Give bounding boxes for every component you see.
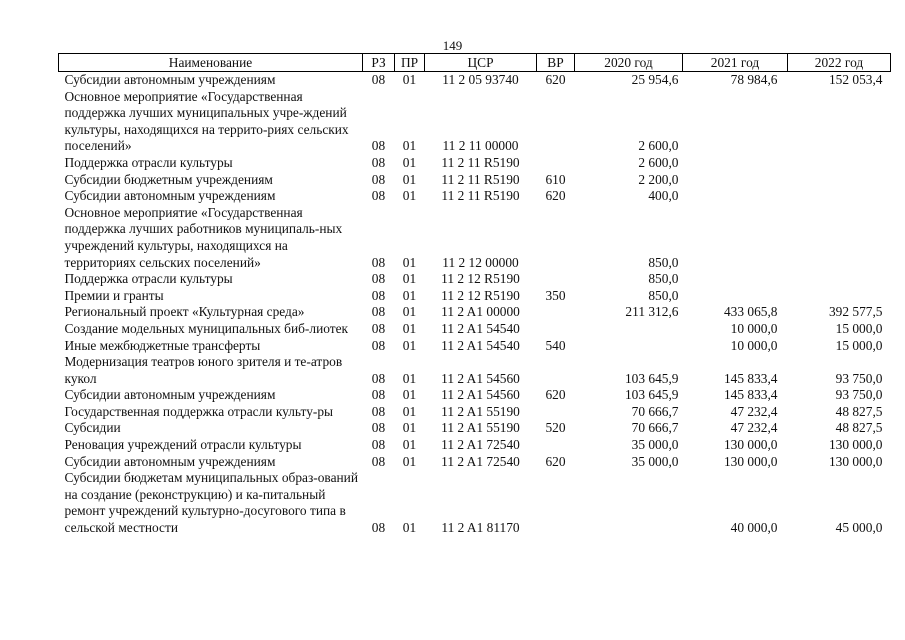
row-value-2021 [683,89,788,155]
row-value-2021: 78 984,6 [730,72,778,87]
row-pr: 01 [402,437,417,453]
row-name: Создание модельных муниципальных биб-лиотек [64,320,349,336]
table-row [59,404,891,421]
row-value-2020: 2 600,0 [638,138,679,154]
row-value-2021: 47 232,4 [730,403,778,419]
table-row [59,288,891,305]
row-value-2020: 850,0 [648,287,679,303]
row-name: Премии и гранты [64,287,164,303]
row-value-2022: 15 000,0 [835,337,883,353]
row-csr: 11 2 A1 72540 [441,453,520,469]
row-value-2022: 48 827,5 [835,420,883,436]
row-value-2021: 10 000,0 [730,320,778,336]
row-value-2022: 93 750,0 [835,370,883,386]
row-name: Модернизация театров юного зрителя и те-атров кукол [64,354,343,386]
row-rz: 08 [371,171,386,187]
row-value-2020: 35 000,0 [631,453,679,469]
column-header-name: Наименование [59,54,363,72]
table-row [59,387,891,404]
row-csr: 11 2 A1 54540 [441,320,520,336]
row-rz: 08 [371,188,386,204]
table-row [59,354,891,387]
row-pr: 01 [402,320,417,336]
page-number: 149 [442,38,463,53]
row-vr: 620 [545,188,566,204]
row-vr [537,205,575,271]
row-value-2022: 48 827,5 [835,403,883,419]
row-value-2021: 10 000,0 [730,337,778,353]
table-row [59,321,891,338]
table-row [59,454,891,471]
row-rz: 08 [371,453,386,469]
row-pr: 01 [402,387,417,403]
row-name: Иные межбюджетные трансферты [64,337,261,353]
row-value-2022: 392 577,5 [828,304,883,320]
row-vr: 620 [545,453,566,469]
column-header-vr: ВР [537,54,575,72]
row-rz: 08 [371,72,386,87]
row-value-2021 [683,172,788,189]
row-value-2021 [683,288,788,305]
row-csr: 11 2 11 R5190 [441,171,520,187]
row-pr: 01 [402,138,417,154]
row-csr: 11 2 A1 54560 [441,387,520,403]
row-rz: 08 [371,154,386,170]
row-value-2021: 40 000,0 [730,520,778,536]
row-rz: 08 [371,304,386,320]
column-header-2022: 2022 год [788,54,891,72]
row-csr: 11 2 A1 72540 [441,437,520,453]
row-rz: 08 [371,437,386,453]
row-csr: 11 2 11 00000 [442,138,519,154]
row-value-2022: 15 000,0 [835,320,883,336]
row-value-2021 [683,188,788,205]
table-body [59,72,891,537]
row-value-2020: 2 200,0 [638,171,679,187]
row-vr: 520 [545,420,566,436]
column-header-2020: 2020 год [575,54,683,72]
row-value-2020: 103 645,9 [624,370,679,386]
table-row [59,155,891,172]
row-rz: 08 [371,337,386,353]
row-value-2020: 70 666,7 [631,403,679,419]
row-rz: 08 [371,254,386,270]
table-row [59,420,891,437]
row-value-2021 [683,205,788,271]
row-csr: 11 2 12 R5190 [441,271,520,287]
row-vr [537,321,575,338]
row-name: Реновация учреждений отрасли культуры [64,437,302,453]
row-rz: 08 [371,138,386,154]
row-pr: 01 [402,370,417,386]
row-vr: 620 [545,72,566,87]
table-row [59,304,891,321]
row-csr: 11 2 A1 55190 [441,420,520,436]
row-vr [537,155,575,172]
budget-table [58,53,891,537]
row-name: Государственная поддержка отрасли культу-ры [64,403,334,419]
row-value-2022 [788,155,891,172]
row-rz: 08 [371,271,386,287]
table-row [59,205,891,271]
row-value-2021: 130 000,0 [723,453,778,469]
row-pr: 01 [402,453,417,469]
table-row [59,188,891,205]
row-name: Субсидии бюджетным учреждениям [64,171,273,187]
row-csr: 11 2 11 R5190 [441,188,520,204]
row-csr: 11 2 A1 54560 [441,370,520,386]
row-pr: 01 [402,304,417,320]
row-value-2022: 45 000,0 [835,520,883,536]
row-value-2022 [788,205,891,271]
row-csr: 11 2 12 R5190 [441,287,520,303]
row-value-2021 [683,271,788,288]
row-csr: 11 2 11 R5190 [441,154,520,170]
row-value-2020: 103 645,9 [624,387,679,403]
row-csr: 11 2 A1 55190 [441,403,520,419]
row-vr: 620 [545,387,566,403]
row-vr: 540 [545,337,566,353]
table-row [59,338,891,355]
table-header-row [59,54,891,72]
row-name: Поддержка отрасли культуры [64,154,233,170]
row-pr: 01 [402,403,417,419]
row-pr: 01 [402,171,417,187]
row-name: Субсидии автономным учреждениям [64,188,276,204]
row-value-2020 [575,321,683,338]
row-value-2021: 433 065,8 [723,304,778,320]
row-value-2020: 850,0 [648,271,679,287]
column-header-csr: ЦСР [425,54,537,72]
row-value-2022 [788,271,891,288]
row-rz: 08 [371,370,386,386]
row-pr: 01 [402,420,417,436]
row-value-2020: 25 954,6 [631,72,679,87]
table-row [59,470,891,536]
row-value-2022 [788,188,891,205]
row-name: Основное мероприятие «Государственная поддержка лучших работников муниципаль-ных учреждений культуры, находящихся на территориях сельских поселений» [64,204,343,270]
row-value-2020: 35 000,0 [631,437,679,453]
row-value-2022 [788,89,891,155]
row-csr: 11 2 A1 54540 [441,337,520,353]
row-name: Субсидии автономным учреждениям [64,72,276,87]
row-pr: 01 [402,188,417,204]
row-rz: 08 [371,287,386,303]
row-value-2021: 47 232,4 [730,420,778,436]
row-pr: 01 [402,254,417,270]
row-value-2022: 93 750,0 [835,387,883,403]
row-value-2022 [788,288,891,305]
table-row [59,271,891,288]
table-row [59,172,891,189]
row-name: Субсидии [64,420,121,436]
row-name: Субсидии бюджетам муниципальных образ-ований на создание (реконструкцию) и ка-питальный ремонт учреждений культурно-досугового типа в сельской местности [64,470,359,536]
row-value-2020: 2 600,0 [638,154,679,170]
column-header-rz: РЗ [363,54,395,72]
row-value-2021: 145 833,4 [723,387,778,403]
row-value-2021 [683,155,788,172]
row-vr [537,354,575,387]
table-row [59,89,891,155]
row-pr: 01 [402,154,417,170]
row-value-2022: 130 000,0 [828,453,883,469]
row-name: Субсидии автономным учреждениям [64,453,276,469]
row-csr: 11 2 A1 81170 [441,520,520,536]
row-csr: 11 2 05 93740 [442,72,519,87]
row-vr [537,89,575,155]
row-value-2020: 850,0 [648,254,679,270]
row-rz: 08 [371,320,386,336]
row-value-2020: 211 312,6 [625,304,679,320]
row-vr [537,437,575,454]
row-vr [537,271,575,288]
row-pr: 01 [402,287,417,303]
row-value-2020: 70 666,7 [631,420,679,436]
row-rz: 08 [371,520,386,536]
row-rz: 08 [371,403,386,419]
row-csr: 11 2 12 00000 [442,254,519,270]
row-name: Субсидии автономным учреждениям [64,387,276,403]
table-row [59,72,891,89]
row-rz: 08 [371,420,386,436]
row-vr: 610 [545,171,566,187]
row-vr: 350 [545,287,566,303]
row-value-2020 [575,470,683,536]
row-csr: 11 2 A1 00000 [441,304,520,320]
row-pr: 01 [402,337,417,353]
row-vr [537,304,575,321]
row-name: Поддержка отрасли культуры [64,271,233,287]
row-vr [537,404,575,421]
column-header-2021: 2021 год [683,54,788,72]
row-value-2022 [788,172,891,189]
row-vr [537,470,575,536]
row-rz: 08 [371,387,386,403]
row-pr: 01 [402,72,417,87]
row-value-2020 [575,338,683,355]
row-value-2021: 145 833,4 [723,370,778,386]
column-header-pr: ПР [395,54,425,72]
row-pr: 01 [402,271,417,287]
row-name: Основное мероприятие «Государственная поддержка лучших муниципальных учре-ждений культуры, находящихся на террито-риях сельских поселений» [64,88,349,154]
row-value-2021: 130 000,0 [723,437,778,453]
row-name: Региональный проект «Культурная среда» [64,304,305,320]
row-value-2020: 400,0 [648,188,679,204]
row-value-2022: 152 053,4 [828,72,883,87]
row-pr: 01 [402,520,417,536]
row-value-2022: 130 000,0 [828,437,883,453]
table-row [59,437,891,454]
